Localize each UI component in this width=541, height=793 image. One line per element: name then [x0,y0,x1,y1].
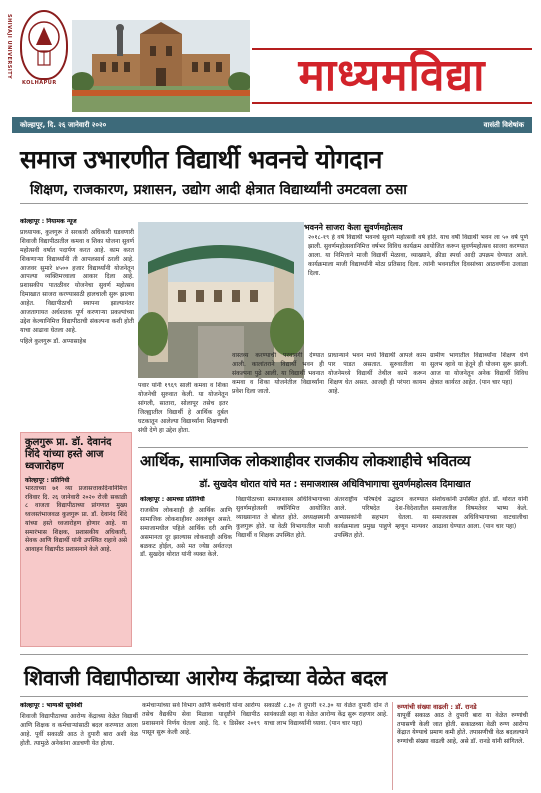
story1-column-3: वास्तव्य करण्याची परवानगी देण्यात आली. कालांतराने विद्यार्थी भवन ही संकल्पना पुढे आली. या विद्यार्थी भवनात कमवा व शिका योजनेतील विद्यार्थ्यांना प्रवेश दिला जातो. [232,352,324,395]
story1-byline: कोल्हापूर : नियामक न्यूज [20,218,77,225]
story2-byline: कोल्हापूर : आमच्या प्रतिनिधी [140,496,205,503]
story1-column-5: ग्रामीण भागातील विद्यार्थ्यांना शिक्षण घेणे सुलभ व्हावे या हेतूने ही योजना सुरू झाली. आज या योजनेतून अनेक विद्यार्थी विविध क्षेत्रात कार्यरत आहेत. (पान चार पहा) [430,352,528,386]
story3-col1-text: शिवाजी विद्यापीठाच्या आरोग्य केंद्राच्या वेळेत विद्यार्थी आणि शिक्षक व कर्मचाऱ्यांसाठी बदल करण्यात आला आहे. पूर्वी सकाळी आठ ते दुपारी बारा अशी वेळ होती. त्यामुळे अनेकांना अडचणी येत होत्या. [20,712,138,747]
flag-hoisting-text: भारताच्या ७१ व्या प्रजासत्ताकदिनानिमित्त रविवार दि. २६ जानेवारी २०२० रोजी सकाळी ८ वाजता विद्यापीठाच्या प्रांगणात मुख्य ध्वजस्तंभाजवळ कुलगुरू प्रा. डॉ. देवानंद शिंदे यांच्या हस्ते ध्वजारोहण होणार आहे. या समारंभास शिक्षक, प्रशासकीय अधिकारी, सेवक आणि विद्यार्थी यांनी उपस्थित राहावे असे आवाहन विद्यापीठ प्रशासनाने केले आहे. [25,485,127,553]
story1-col1-text: प्राध्यापक, कुलगुरू ते सरकारी अधिकारी घडवणारी शिवाजी विद्यापीठातील कमवा व शिका योजना सुवर्ण महोत्सवी वर्षात पदार्पण करत आहे. काम करत शिकणाऱ्या विद्यार्थ्यांनी ती आपलसार्थ ठरली आहे. आजवर सुमारे ४५०० हजार विद्यार्थ्यांनी योजनेतून आपल्या व्यक्तिमत्त्वाला आकार दिला आहे. प्रशासकीय पातळीवर योजनेचा सुवर्ण महोत्सव दिमाखात साजरा करण्यासाठी हालचाली सुरू झाल्या आहेत. विद्यापीठाची स्थापना झाल्यानंतर आजतागायत अर्धशतक पूर्ण करणाऱ्या प्रकल्पांच्या उद्देश केल्यानिमित्त विद्यापीठाची संकल्पना कशी होती याचा आढावा घेतला आहे. [20,228,134,334]
story2-column-3: अंतरराष्ट्रीय परिषदेचे उद्घाटन करण्यात आले. परिषदेत देश-विदेशातील अभ्यासकांनी सहभाग घेतला. या कार्यक्रमाला प्रमुख पाहुणे म्हणून मान्यवर उपस्थित होते. [334,496,428,539]
story2-headline: आर्थिक, सामाजिक लोकशाहीवर राजकीय लोकशाहीचे भवितव्य [140,452,471,470]
flag-hoisting-byline: कोल्हापूर : प्रतिनिधी [25,477,70,484]
story3-column-3: सकाळी ८.३० ते दुपारी १२.३० या वेळेत दुपारी दोन ते सायंकाळी सहा या वेळेत आरोग्य केंद्र सुरू राहणार आहे. याचा लाभ विद्यार्थ्यांनी घ्यावा. (पान चार पहा) [264,702,388,727]
story2-col1-text: राजकीय लोकशाही ही आर्थिक आणि सामाजिक लोकशाहीवर अवलंबून असते. समाजामधील पहिले आर्थिक दरी आणि असमानता दूर झाल्यास लोकशाही अधिक बळकट होईल, असे मत ज्येष्ठ अर्थतज्ज्ञ डॉ. सुखदेव थोरात यांनी व्यक्त केले. [140,506,232,559]
divider [20,696,528,697]
patients-box-headline: रुग्णांची संख्या वाढली : डॉ. रानडे [397,703,477,711]
story1-col1-more: पहिले कुलगुरू डॉ. अप्पासाहेब [20,337,86,345]
university-seal-icon [20,10,68,80]
story1-headline: समाज उभारणीत विद्यार्थी भवनचे योगदान [20,145,382,174]
box-story-headline: भवनने साजरा केला सुवर्णमहोत्सव [304,223,403,232]
story1-column-4: प्राधान्याने भवन मध्ये विद्यार्थी आपले काम पार पाडत असतात. सुरुवातीला या योजनेमध्ये विद्यार्थी तेथील कामे करून शिक्षण घेत असत. आजही ही परंपरा कायम आहे. [328,352,426,395]
seal-university-name: SHIVAJI UNIVERSITY [6,14,12,80]
story3-byline: कोल्हापूर : भाग्यश्री सूर्यवंशी [20,702,83,709]
newspaper-title-text: माध्यमविद्या [298,50,486,101]
flag-hoisting-box [20,432,132,647]
story1-column-1 [20,218,134,432]
dateline-edition: वासंती विशेषांक [483,120,524,129]
seal-university-place: KOLHAPUR [22,80,57,86]
story2-column-1 [140,496,232,646]
newspaper-title [252,48,532,104]
story2-column-2: विद्यापीठाच्या समाजशास्त्र अधिविभागाच्या सुवर्णमहोत्सवी वर्षानिमित्त आयोजित व्याख्यानात ते बोलत होते. अध्यक्षस्थानी कुलगुरू होते. या वेळी विभागातील माजी विद्यार्थी व शिक्षक उपस्थित होते. [236,496,330,539]
dateline-date: कोल्हापूर, दि. २६ जानेवारी २०२० [20,120,107,129]
divider [20,654,528,655]
divider [20,203,528,204]
story3-column-2: कर्मचाऱ्यांच्या सर्व विभाग आणि कर्मचारी यांना आरोग्य तसेच वैद्यकीय सेवा मिळावा यादृष्टीने विद्यापीठ प्रशासनाने निर्णय घेतला आहे. दि. १ डिसेंबर २०१९ पासून सुरू केली आहे. [142,702,260,736]
story1-subheadline: शिक्षण, राजकारण, प्रशासन, उद्योग आदी क्षेत्रात विद्यार्थ्यांनी उमटवला ठसा [30,182,407,198]
story3-column-1 [20,702,138,790]
patients-box-text: यापूर्वी सकाळ आठ ते दुपारी बारा या वेळेत रुग्णांची तपासणी केली जात होती. सकाळच्या वेळी रुग्ण आरोग्य केंद्रात येण्याचे प्रमाण कमी होते. तपासणीची वेळ बदलल्याने रुग्णांची संख्या वाढली आहे, असे डॉ. रानडे यांनी सांगितले. [397,712,528,746]
flag-hoisting-headline: कुलगुरू प्रा. डॉ. देवानंद शिंदे यांच्या हस्ते आज ध्वजारोहण [25,437,112,472]
dateline-bar [12,117,532,133]
patients-box [392,702,528,790]
box-story-text: २०१८-१९ हे वर्ष विद्यार्थी भवनचे सुवर्ण महोत्सवी वर्ष होते. याच वर्षी विद्यार्थी भवन ला ५० वर्षे पूर्ण झाली. सुवर्णमहोत्सवानिमित्त वर्षभर विविध कार्यक्रम आयोजित करून सुवर्णमहोत्सव साजरा करण्यात आला. या निमित्ताने माजी विद्यार्थी मेळावा, व्याख्याने, क्रीडा स्पर्धा आदी उपक्रम घेण्यात आले. कार्यक्रमाला माजी विद्यार्थ्यांनी मोठा प्रतिसाद दिला. त्यांनी भवनातील दिवसांच्या आठवणींना उजाळा दिला. [308,234,528,277]
story2-subheadline: डॉ. सुखदेव थोरात यांचे मत : समाजशास्त्र अधिविभागाचा सुवर्णमहोत्सव दिमाखात [199,479,471,490]
story1-column-2: पवार यांनी १९६९ साली कमवा व शिका योजनेची सुरुवात केली. या योजनेतून सांगली, सातारा, सोलापूर तसेच इतर जिल्ह्यातील विद्यार्थी हे आर्थिक दुर्बल घटकातून आलेल्या विद्यार्थ्यांना शिक्षणाची संधी देणे हा उद्देश होता. [138,382,228,434]
university-building-photo [72,20,250,112]
divider [138,447,528,448]
story2-column-4: संशोधकांनी उपस्थित होते. डॉ. थोरात यांनी समाजातील विषमतेवर भाष्य केले. समाजशास्त्र अधिविभागाच्या वाटचालीचा आढावा घेण्यात आला. (पान चार पहा) [432,496,528,530]
story3-headline: शिवाजी विद्यापीठाच्या आरोग्य केंद्राच्या वेळेत बदल [24,666,387,690]
